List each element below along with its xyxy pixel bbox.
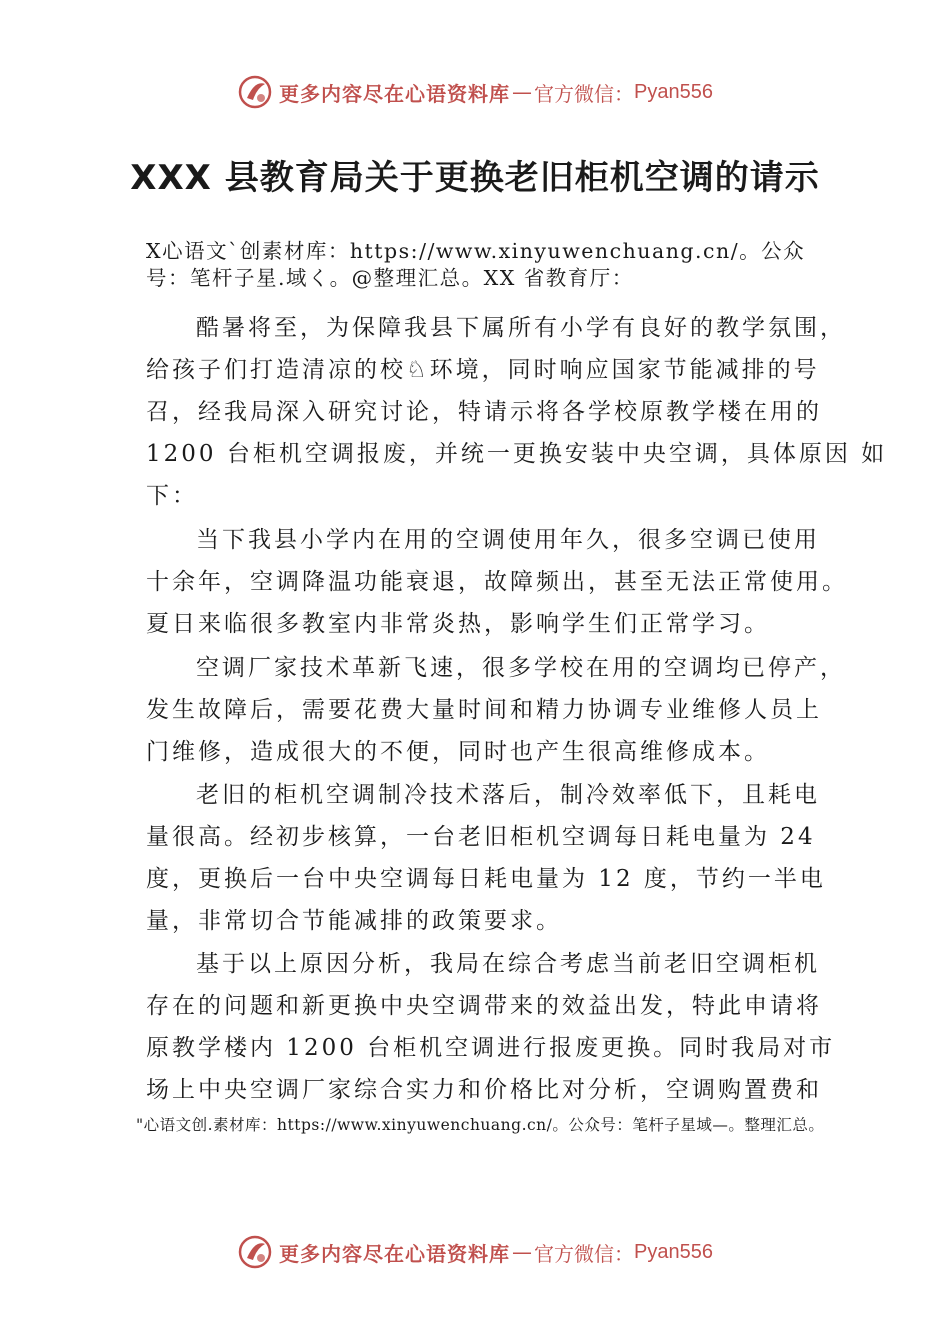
- body-line: 发生故障后，需要花费大量时间和精力协调专业维修人员上: [146, 697, 822, 723]
- body-line: 空调厂家技术革新飞速，很多学校在用的空调均已停产，: [196, 655, 846, 681]
- body-line: 量，非常切合节能减排的政策要求。: [146, 908, 562, 934]
- body-line: 老旧的柜机空调制冷技术落后，制冷效率低下，且耗电: [196, 782, 820, 808]
- body-line: 存在的问题和新更换中央空调带来的效益出发，特此申请将: [146, 993, 822, 1019]
- body-line: 度，更换后一台中央空调每日耗电量为 12 度，节约一半电: [146, 866, 826, 892]
- banner-brand-text: 更多内容尽在心语资料库: [279, 1241, 511, 1266]
- footer-source-note: "心语文创.素材库：https://www.xinyuwenchuang.cn/。公众号：笔杆子星域—。整理汇总。: [136, 1116, 825, 1134]
- body-line: 场上中央空调厂家综合实力和价格比对分析，空调购置费和: [146, 1077, 822, 1103]
- body-line: 基于以上原因分析，我局在综合考虑当前老旧空调柜机: [196, 951, 820, 977]
- banner-dash: —: [512, 80, 533, 104]
- brand-logo-icon: [237, 1234, 273, 1270]
- banner-dash: —: [512, 1240, 533, 1264]
- footer-banner: [0, 1230, 950, 1274]
- body-line: 酷暑将至，为保障我县下属所有小学有良好的教学氛围，: [196, 315, 846, 341]
- body-line: 召，经我局深入研究讨论，特请示将各学校原教学楼在用的: [146, 399, 822, 425]
- banner-wechat-id: Pyan556: [634, 1240, 713, 1263]
- banner-wechat-id: Pyan556: [634, 80, 713, 103]
- body-line: 给孩子们打造清凉的校♘环境，同时响应国家节能减排的号: [146, 357, 820, 383]
- banner-wechat-label: 官方微信：: [534, 81, 635, 106]
- body-line: 下：: [146, 483, 198, 509]
- body-line: 门维修，造成很大的不便，同时也产生很高维修成本。: [146, 739, 770, 765]
- header-banner: [0, 70, 950, 114]
- document-title: XXX 县教育局关于更换老旧柜机空调的请示: [130, 158, 820, 198]
- banner-wechat-label: 官方微信：: [534, 1241, 635, 1266]
- brand-logo-icon: [237, 74, 273, 110]
- banner-brand-text: 更多内容尽在心语资料库: [279, 81, 511, 106]
- body-line: 原教学楼内 1200 台柜机空调进行报废更换。同时我局对市: [146, 1035, 836, 1061]
- body-line: 夏日来临很多教室内非常炎热，影响学生们正常学习。: [146, 611, 770, 637]
- body-line: 十余年，空调降温功能衰退，故障频出，甚至无法正常使用。: [146, 569, 848, 595]
- document-intro: X心语文`创素材库：https://www.xinyuwenchuang.cn/。公众号：笔杆子星.域く。@整理汇总。XX 省教育厅：: [146, 239, 806, 290]
- body-line: 1200 台柜机空调报废，并统一更换安装中央空调，具体原因 如: [146, 441, 888, 467]
- body-line: 量很高。经初步核算，一台老旧柜机空调每日耗电量为 24: [146, 824, 816, 850]
- body-line: 当下我县小学内在用的空调使用年久，很多空调已使用: [196, 527, 820, 553]
